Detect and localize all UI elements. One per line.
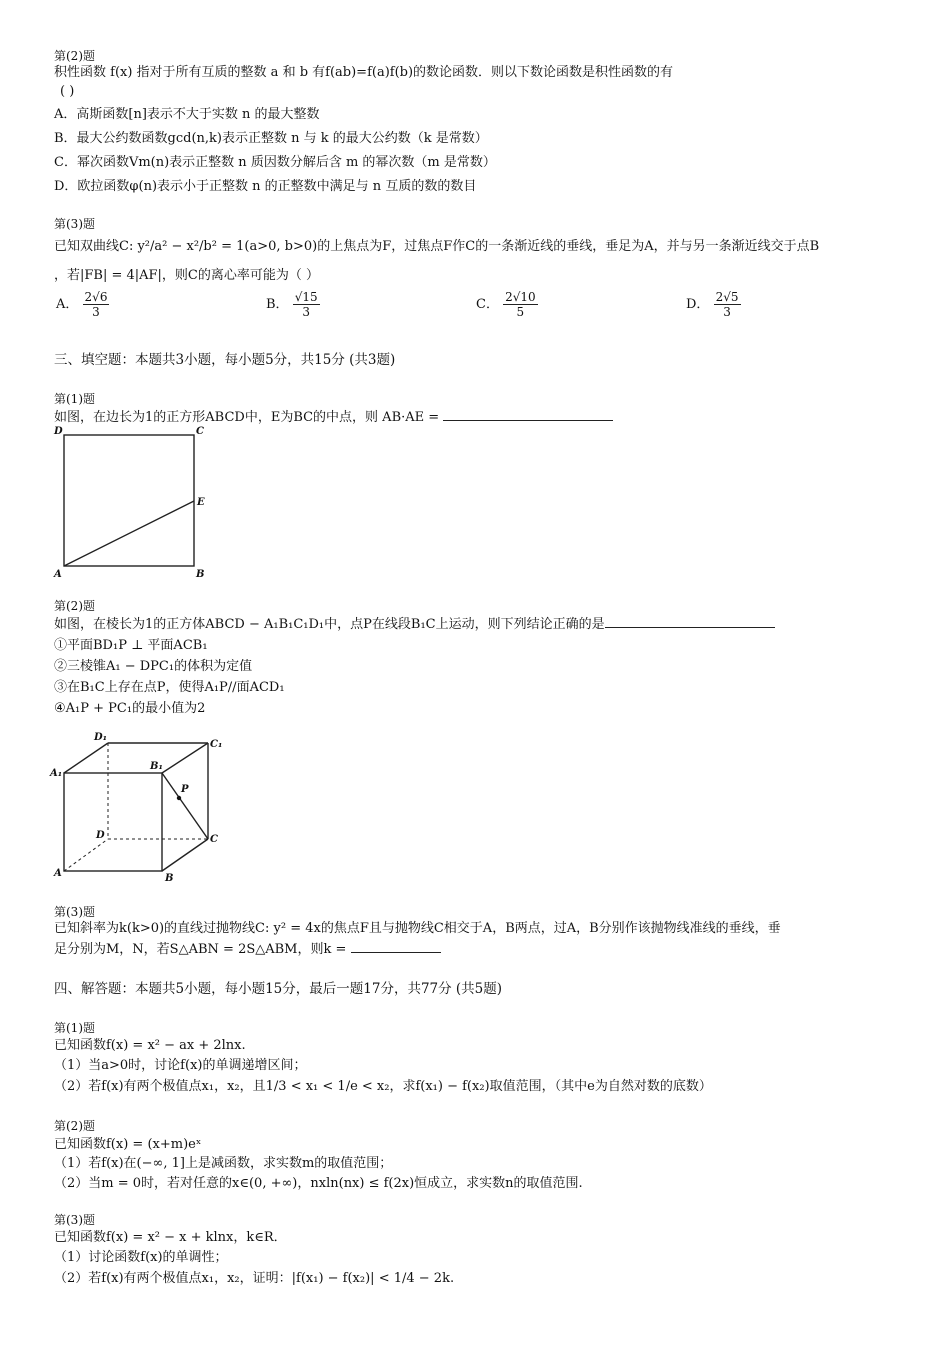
question-label: 第(1)题	[54, 392, 95, 406]
statement-3: ③在B₁C上存在点P，使得A₁P//面ACD₁	[54, 680, 285, 695]
denominator: 3	[92, 305, 100, 319]
question-stem: 已知函数f(x) = (x+m)eˣ	[54, 1137, 202, 1152]
denominator: 3	[723, 305, 731, 319]
label-c: C	[210, 834, 218, 845]
label-d: D	[54, 426, 63, 437]
option-letter: C．	[476, 297, 499, 312]
label-b1: B₁	[150, 761, 163, 772]
edge-b1c1	[162, 743, 208, 773]
section-heading: 四、解答题：本题共5小题，每小题15分，最后一题17分，共77分 (共5题)	[54, 981, 503, 997]
question-label: 第(3)题	[54, 217, 95, 231]
option-letter: B．	[266, 297, 289, 312]
square-figure	[50, 424, 210, 582]
sub-question-1: （1）当a>0时，讨论f(x)的单调递增区间；	[54, 1058, 307, 1073]
label-p: P	[181, 784, 189, 795]
sub-question-2: （2）当m = 0时，若对任意的x∈(0, +∞)，nxln(nx) ≤ f(2x)恒成立，求实数n的取值范围.	[54, 1176, 583, 1191]
question-stem-text: 足分别为M，N，若S△ABN = 2S△ABM，则k =	[54, 942, 351, 957]
section-heading: 三、填空题：本题共3小题，每小题5分，共15分 (共3题)	[54, 352, 396, 368]
fraction	[714, 290, 741, 319]
question-stem-cont	[54, 942, 441, 958]
label-d: D	[96, 830, 105, 841]
question-stem: 已知双曲线C: y²/a² − x²/b² = 1(a>0, b>0)的上焦点为F，过焦点F作C的一条渐近线的垂线，垂足为A，并与另一条渐近线交于点B	[54, 239, 820, 254]
option-b	[266, 290, 320, 319]
question-label: 第(1)题	[54, 1021, 95, 1035]
option-a	[56, 290, 109, 319]
answer-blank	[443, 410, 613, 421]
label-b: B	[165, 873, 174, 884]
label-d1: D₁	[94, 732, 108, 743]
cube-figure	[48, 726, 228, 886]
sub-question-1: （1）若f(x)在(−∞, 1]上是减函数，求实数m的取值范围；	[54, 1156, 393, 1171]
sub-question-2: （2）若f(x)有两个极值点x₁，x₂，证明：|f(x₁) − f(x₂)| < 1/4 − 2k.	[54, 1271, 455, 1286]
point-p	[177, 796, 181, 800]
fraction	[293, 290, 320, 319]
question-stem-text: 如图，在边长为1的正方形ABCD中，E为BC的中点，则 AB·AE =	[54, 410, 444, 425]
hidden-edge-ad	[64, 839, 108, 871]
statement-4: ④A₁P + PC₁的最小值为2	[54, 701, 206, 716]
option-a: A．高斯函数[n]表示不大于实数 n 的最大整数	[54, 107, 320, 122]
fraction	[503, 290, 538, 319]
label-c1: C₁	[210, 739, 223, 750]
answer-blank	[605, 617, 775, 628]
question-label: 第(3)题	[54, 905, 95, 919]
segment-ae	[64, 501, 194, 566]
question-label: 第(3)题	[54, 1213, 95, 1227]
answer-paren: ( )	[60, 84, 75, 99]
option-d: D．欧拉函数φ(n)表示小于正整数 n 的正整数中满足与 n 互质的数的数目	[54, 179, 477, 194]
segment-b1c	[162, 773, 208, 839]
question-stem-cont: ，若|FB| = 4|AF|，则C的离心率可能为（ ）	[54, 268, 320, 283]
numerator: √15	[294, 290, 318, 304]
label-c: C	[196, 426, 204, 437]
numerator: 2√5	[715, 290, 739, 304]
question-stem: 已知斜率为k(k>0)的直线过抛物线C: y² = 4x的焦点F且与抛物线C相交于A，B两点，过A，B分别作该抛物线准线的垂线，垂	[54, 921, 781, 936]
edge-a1d1	[64, 743, 108, 773]
denominator: 5	[516, 305, 525, 319]
option-d	[686, 290, 741, 319]
option-letter: A．	[56, 297, 79, 312]
question-stem	[54, 617, 775, 633]
answer-blank	[351, 942, 441, 953]
question-stem-text: 如图，在棱长为1的正方体ABCD − A₁B₁C₁D₁中，点P在线段B₁C上运动，则下列结论正确的是	[54, 617, 605, 632]
label-a1: A₁	[50, 768, 63, 779]
edge-bc	[162, 839, 208, 871]
option-b: B．最大公约数函数gcd(n,k)表示正整数 n 与 k 的最大公约数（k 是常数）	[54, 131, 488, 146]
question-label: 第(2)题	[54, 49, 95, 63]
label-b: B	[196, 569, 205, 580]
sub-question-2: （2）若f(x)有两个极值点x₁，x₂，且1/3 < x₁ < 1/e < x₂，求f(x₁) − f(x₂)取值范围，（其中e为自然对数的底数）	[54, 1079, 712, 1094]
front-face	[64, 773, 162, 871]
question-stem: 已知函数f(x) = x² − x + klnx，k∈R．	[54, 1230, 287, 1245]
question-stem: 已知函数f(x) = x² − ax + 2lnx.	[54, 1038, 246, 1053]
numerator: 2√6	[84, 290, 108, 304]
label-a: A	[54, 868, 62, 879]
option-c: C．幂次函数Vm(n)表示正整数 n 质因数分解后含 m 的幂次数（m 是常数）	[54, 155, 496, 170]
question-stem: 积性函数 f(x) 指对于所有互质的整数 a 和 b 有f(ab)=f(a)f(b)的数论函数．则以下数论函数是积性函数的有	[54, 65, 674, 80]
option-letter: D．	[686, 297, 710, 312]
square-abcd	[64, 435, 194, 566]
label-a: A	[54, 569, 62, 580]
sub-question-1: （1）讨论函数f(x)的单调性；	[54, 1250, 228, 1265]
question-label: 第(2)题	[54, 599, 95, 613]
label-e: E	[197, 497, 205, 508]
numerator: 2√10	[505, 290, 536, 304]
option-c	[476, 290, 538, 319]
denominator: 3	[302, 305, 310, 319]
fraction	[83, 290, 110, 319]
statement-2: ②三棱锥A₁ − DPC₁的体积为定值	[54, 659, 253, 674]
statement-1: ①平面BD₁P ⊥ 平面ACB₁	[54, 638, 208, 653]
question-label: 第(2)题	[54, 1119, 95, 1133]
